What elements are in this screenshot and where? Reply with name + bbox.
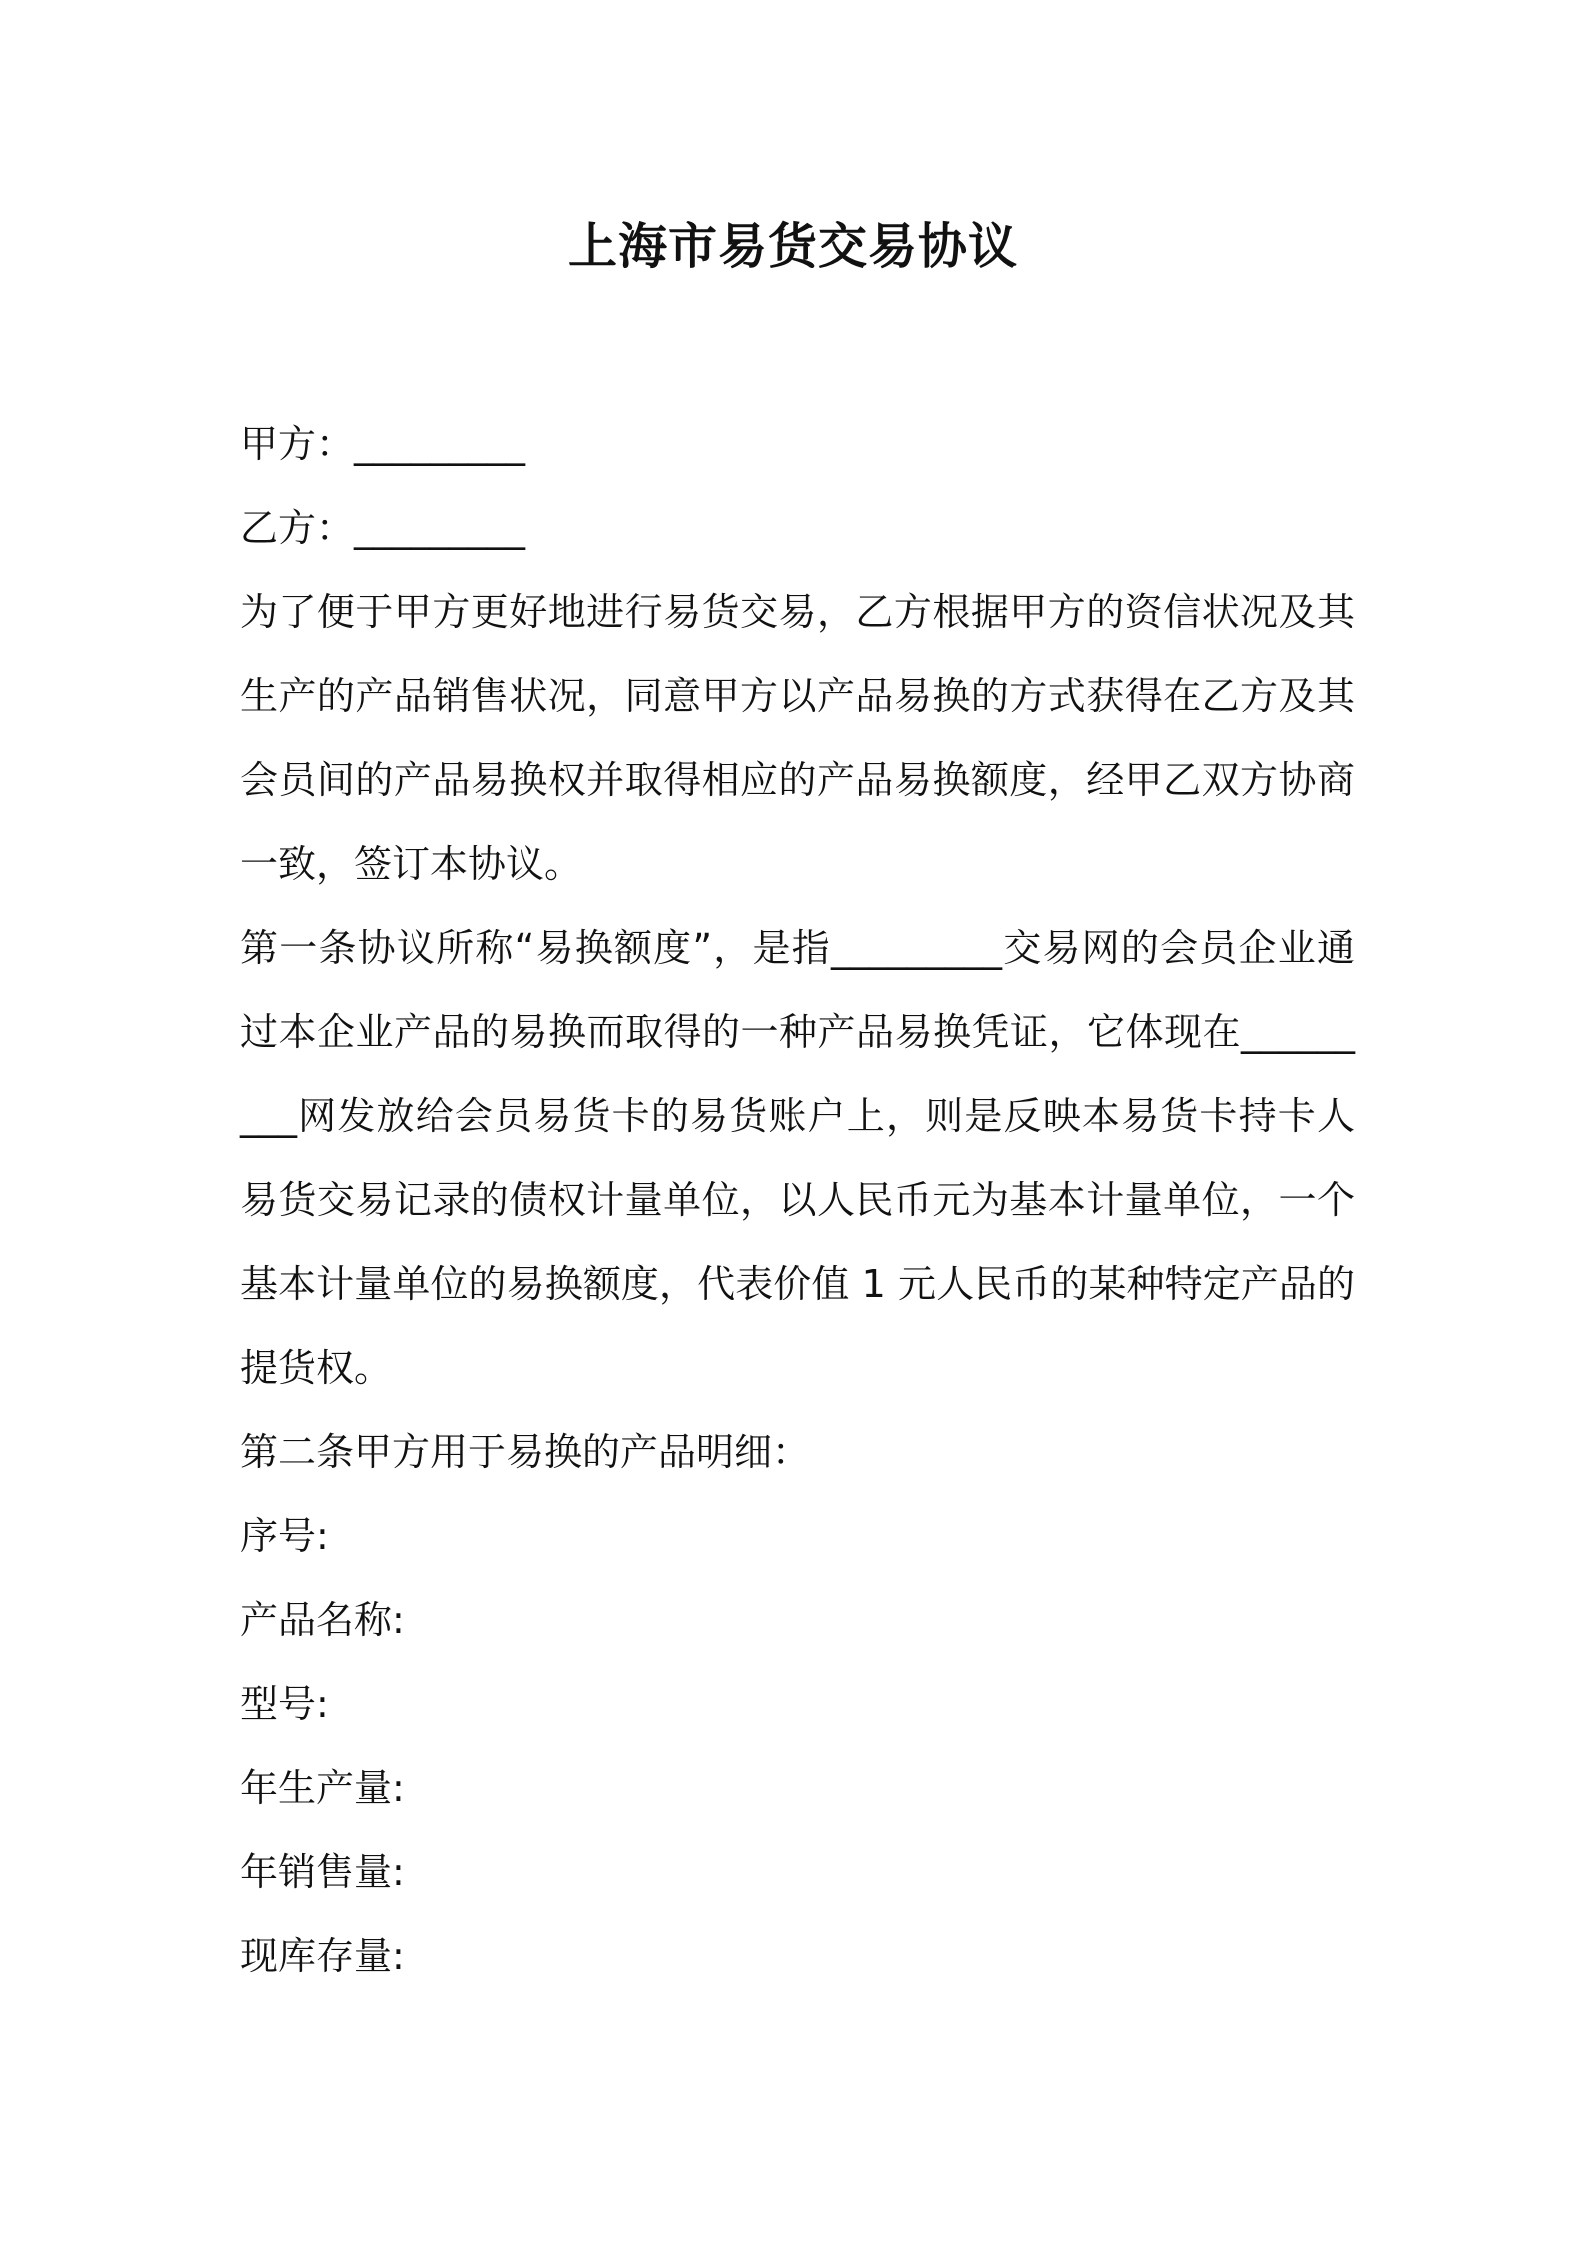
field-annual-sales: 年销售量: (240, 1850, 405, 1894)
document-body (240, 402, 1355, 1998)
intro-paragraph: 为了便于甲方更好地进行易货交易，乙方根据甲方的资信状况及其生产的产品销售状况，同意甲方以产品易换的方式获得在乙方及其会员间的产品易换权并取得相应的产品易换额度，经甲乙双方协商一致，签订本协议。 (240, 590, 1355, 886)
article-2-heading: 第二条甲方用于易换的产品明细： (240, 1430, 811, 1474)
party-b-line: 乙方：_________ (240, 506, 526, 550)
field-product-name: 产品名称: (240, 1598, 405, 1642)
field-annual-production: 年生产量: (240, 1766, 405, 1810)
field-serial-number: 序号: (240, 1514, 329, 1558)
article-1-paragraph: 第一条协议所称“易换额度”，是指_________交易网的会员企业通过本企业产品的易换而取得的一种产品易换凭证，它体现在_________网发放给会员易货卡的易货账户上，则是反映本易货卡持卡人易货交易记录的债权计量单位，以人民币元为基本计量单位，一个基本计量单位的易换额度，代表价值 1 元人民币的某种特定产品的提货权。 (240, 926, 1355, 1390)
document-title: 上海市易货交易协议 (567, 218, 1018, 275)
party-a-line: 甲方：_________ (240, 422, 526, 466)
field-model: 型号: (240, 1682, 329, 1726)
field-current-inventory: 现库存量: (240, 1934, 405, 1978)
